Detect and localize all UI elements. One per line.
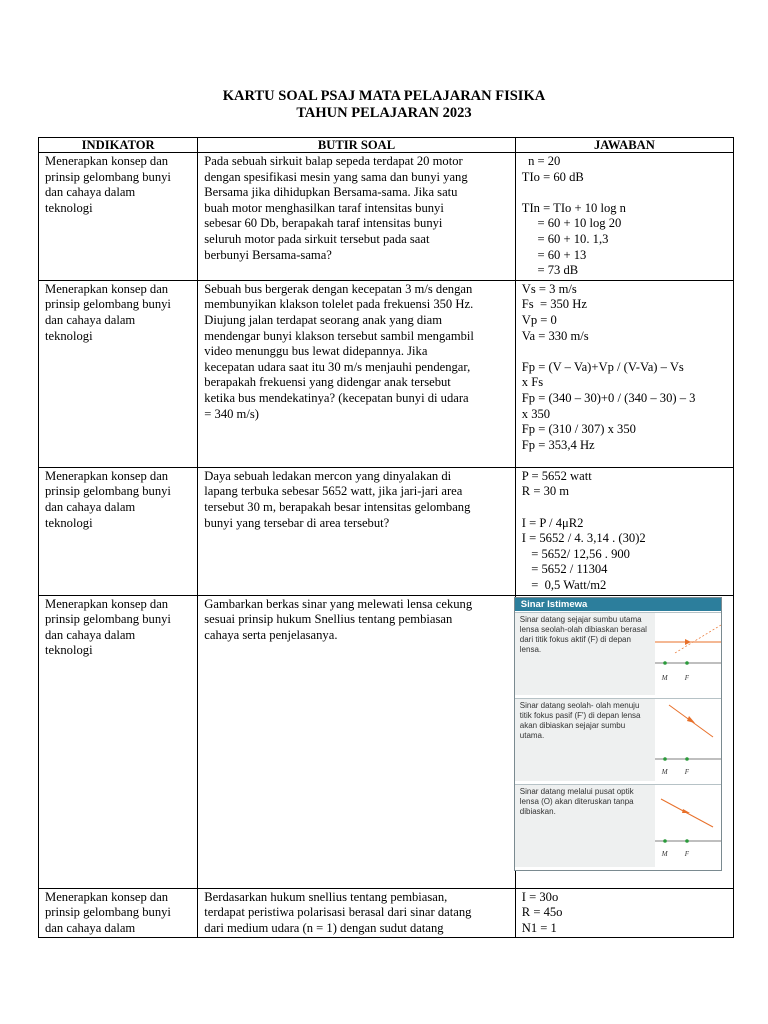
jawaban-cell: Vs = 3 m/s Fs = 350 Hz Vp = 0 Va = 330 m/s Fp = (V – Va)+Vp / (V-Va) – Vs x Fs Fp = (340 – 30)+0 / (340 – 30) – 3 x 350 Fp = (310 / 307) x 350 Fp = 353,4 Hz (515, 280, 733, 467)
indikator-cell: Menerapkan konsep dan prinsip gelombang bunyi dan cahaya dalam teknologi (39, 595, 198, 888)
panel-1-m-label: M (661, 673, 668, 682)
panel-3-f-label: F (684, 849, 690, 858)
jawaban-figure-cell (515, 595, 733, 888)
panel-1-text: Sinar datang sejajar sumbu utama lensa seolah-olah dibiaskan berasal dari titik fokus aktif (F) di depan lensa. (515, 613, 655, 695)
table-row (39, 280, 734, 467)
soal-cell: Sebuah bus bergerak dengan kecepatan 3 m/s dengan membunyikan klakson tolelet pada frekuensi 350 Hz. Diujung jalan terdapat seorang anak yang diam mendengar bunyi klakson tersebut sambil mengambil video menunggu bus lewat didepannya. Jika kecepatan udara saat itu 30 m/s menjauhi pendengar, berapakah frekuensi yang didengar anak tersebut ketika bus mendekatinya? (kecepatan bunyi di udara = 340 m/s) (198, 280, 516, 467)
figure-panel-2 (515, 698, 721, 783)
figure-panel-1 (515, 612, 721, 697)
header-indikator: INDIKATOR (39, 138, 198, 153)
panel-3-text: Sinar datang melalui pusat optik lensa (O) akan diteruskan tanpa dibiaskan. (515, 785, 655, 867)
panel-2-m-label: M (661, 767, 668, 776)
soal-cell: Pada sebuah sirkuit balap sepeda terdapat 20 motor dengan spesifikasi mesin yang sama dan bunyi yang Bersama jika dihidupkan Bersama-sama. Jika satu buah motor menghasilkan taraf intensitas bunyi sebesar 60 Db, berapakah taraf intensitas bunyi seluruh motor pada sirkuit tersebut pada saat berbunyi Bersama-sama? (198, 153, 516, 281)
indikator-cell: Menerapkan konsep dan prinsip gelombang bunyi dan cahaya dalam teknologi (39, 467, 198, 595)
jawaban-cell: P = 5652 watt R = 30 m I = P / 4μR2 I = 5652 / 4. 3,14 . (30)2 = 5652/ 12,56 . 900 = 5652 / 11304 = 0,5 Watt/m2 (515, 467, 733, 595)
jawaban-cell: I = 30o R = 45o N1 = 1 (515, 888, 733, 938)
table-row (39, 153, 734, 281)
header-jawaban: JAWABAN (515, 138, 733, 153)
title-line-2: TAHUN PELAJARAN 2023 (296, 105, 472, 121)
title-line-1: KARTU SOAL PSAJ MATA PELAJARAN FISIKA (222, 88, 546, 104)
indikator-cell: Menerapkan konsep dan prinsip gelombang bunyi dan cahaya dalam teknologi (39, 280, 198, 467)
panel-3-m-label: M (661, 849, 668, 858)
panel-2-text: Sinar datang seolah- olah menuju titik fokus pasif (F') di depan lensa akan dibiaskan sejajar sumbu utama. (515, 699, 655, 781)
figure-heading: Sinar Istimewa (515, 598, 721, 611)
table-header-row (39, 138, 734, 153)
table-row (39, 467, 734, 595)
panel-2-f-label: F (684, 767, 690, 776)
figure-panel-3 (515, 784, 721, 869)
indikator-cell: Menerapkan konsep dan prinsip gelombang bunyi dan cahaya dalam teknologi (39, 153, 198, 281)
table-row (39, 595, 734, 888)
table-row (39, 888, 734, 938)
soal-cell: Gambarkan berkas sinar yang melewati lensa cekung sesuai prinsip hukum Snellius tentang pembiasan cahaya serta penjelasanya. (198, 595, 516, 888)
question-card-table (38, 137, 734, 938)
indikator-cell: Menerapkan konsep dan prinsip gelombang bunyi dan cahaya dalam (39, 888, 198, 938)
panel-1-f-label: F (684, 673, 690, 682)
soal-cell: Daya sebuah ledakan mercon yang dinyalakan di lapang terbuka sebesar 5652 watt, jika jari-jari area tersebut 30 m, berapakah besar intensitas gelombang bunyi yang tersebar di area tersebut? (198, 467, 516, 595)
header-butir-soal: BUTIR SOAL (198, 138, 516, 153)
soal-cell: Berdasarkan hukum snellius tentang pembiasan, terdapat peristiwa polarisasi berasal dari sinar datang dari medium udara (n = 1) dengan sudut datang (198, 888, 516, 938)
document-title (0, 88, 768, 122)
sinar-istimewa-figure (514, 597, 722, 871)
jawaban-cell: n = 20 TIo = 60 dB TIn = TIo + 10 log n = 60 + 10 log 20 = 60 + 10. 1,3 = 60 + 13 = 73 dB (515, 153, 733, 281)
